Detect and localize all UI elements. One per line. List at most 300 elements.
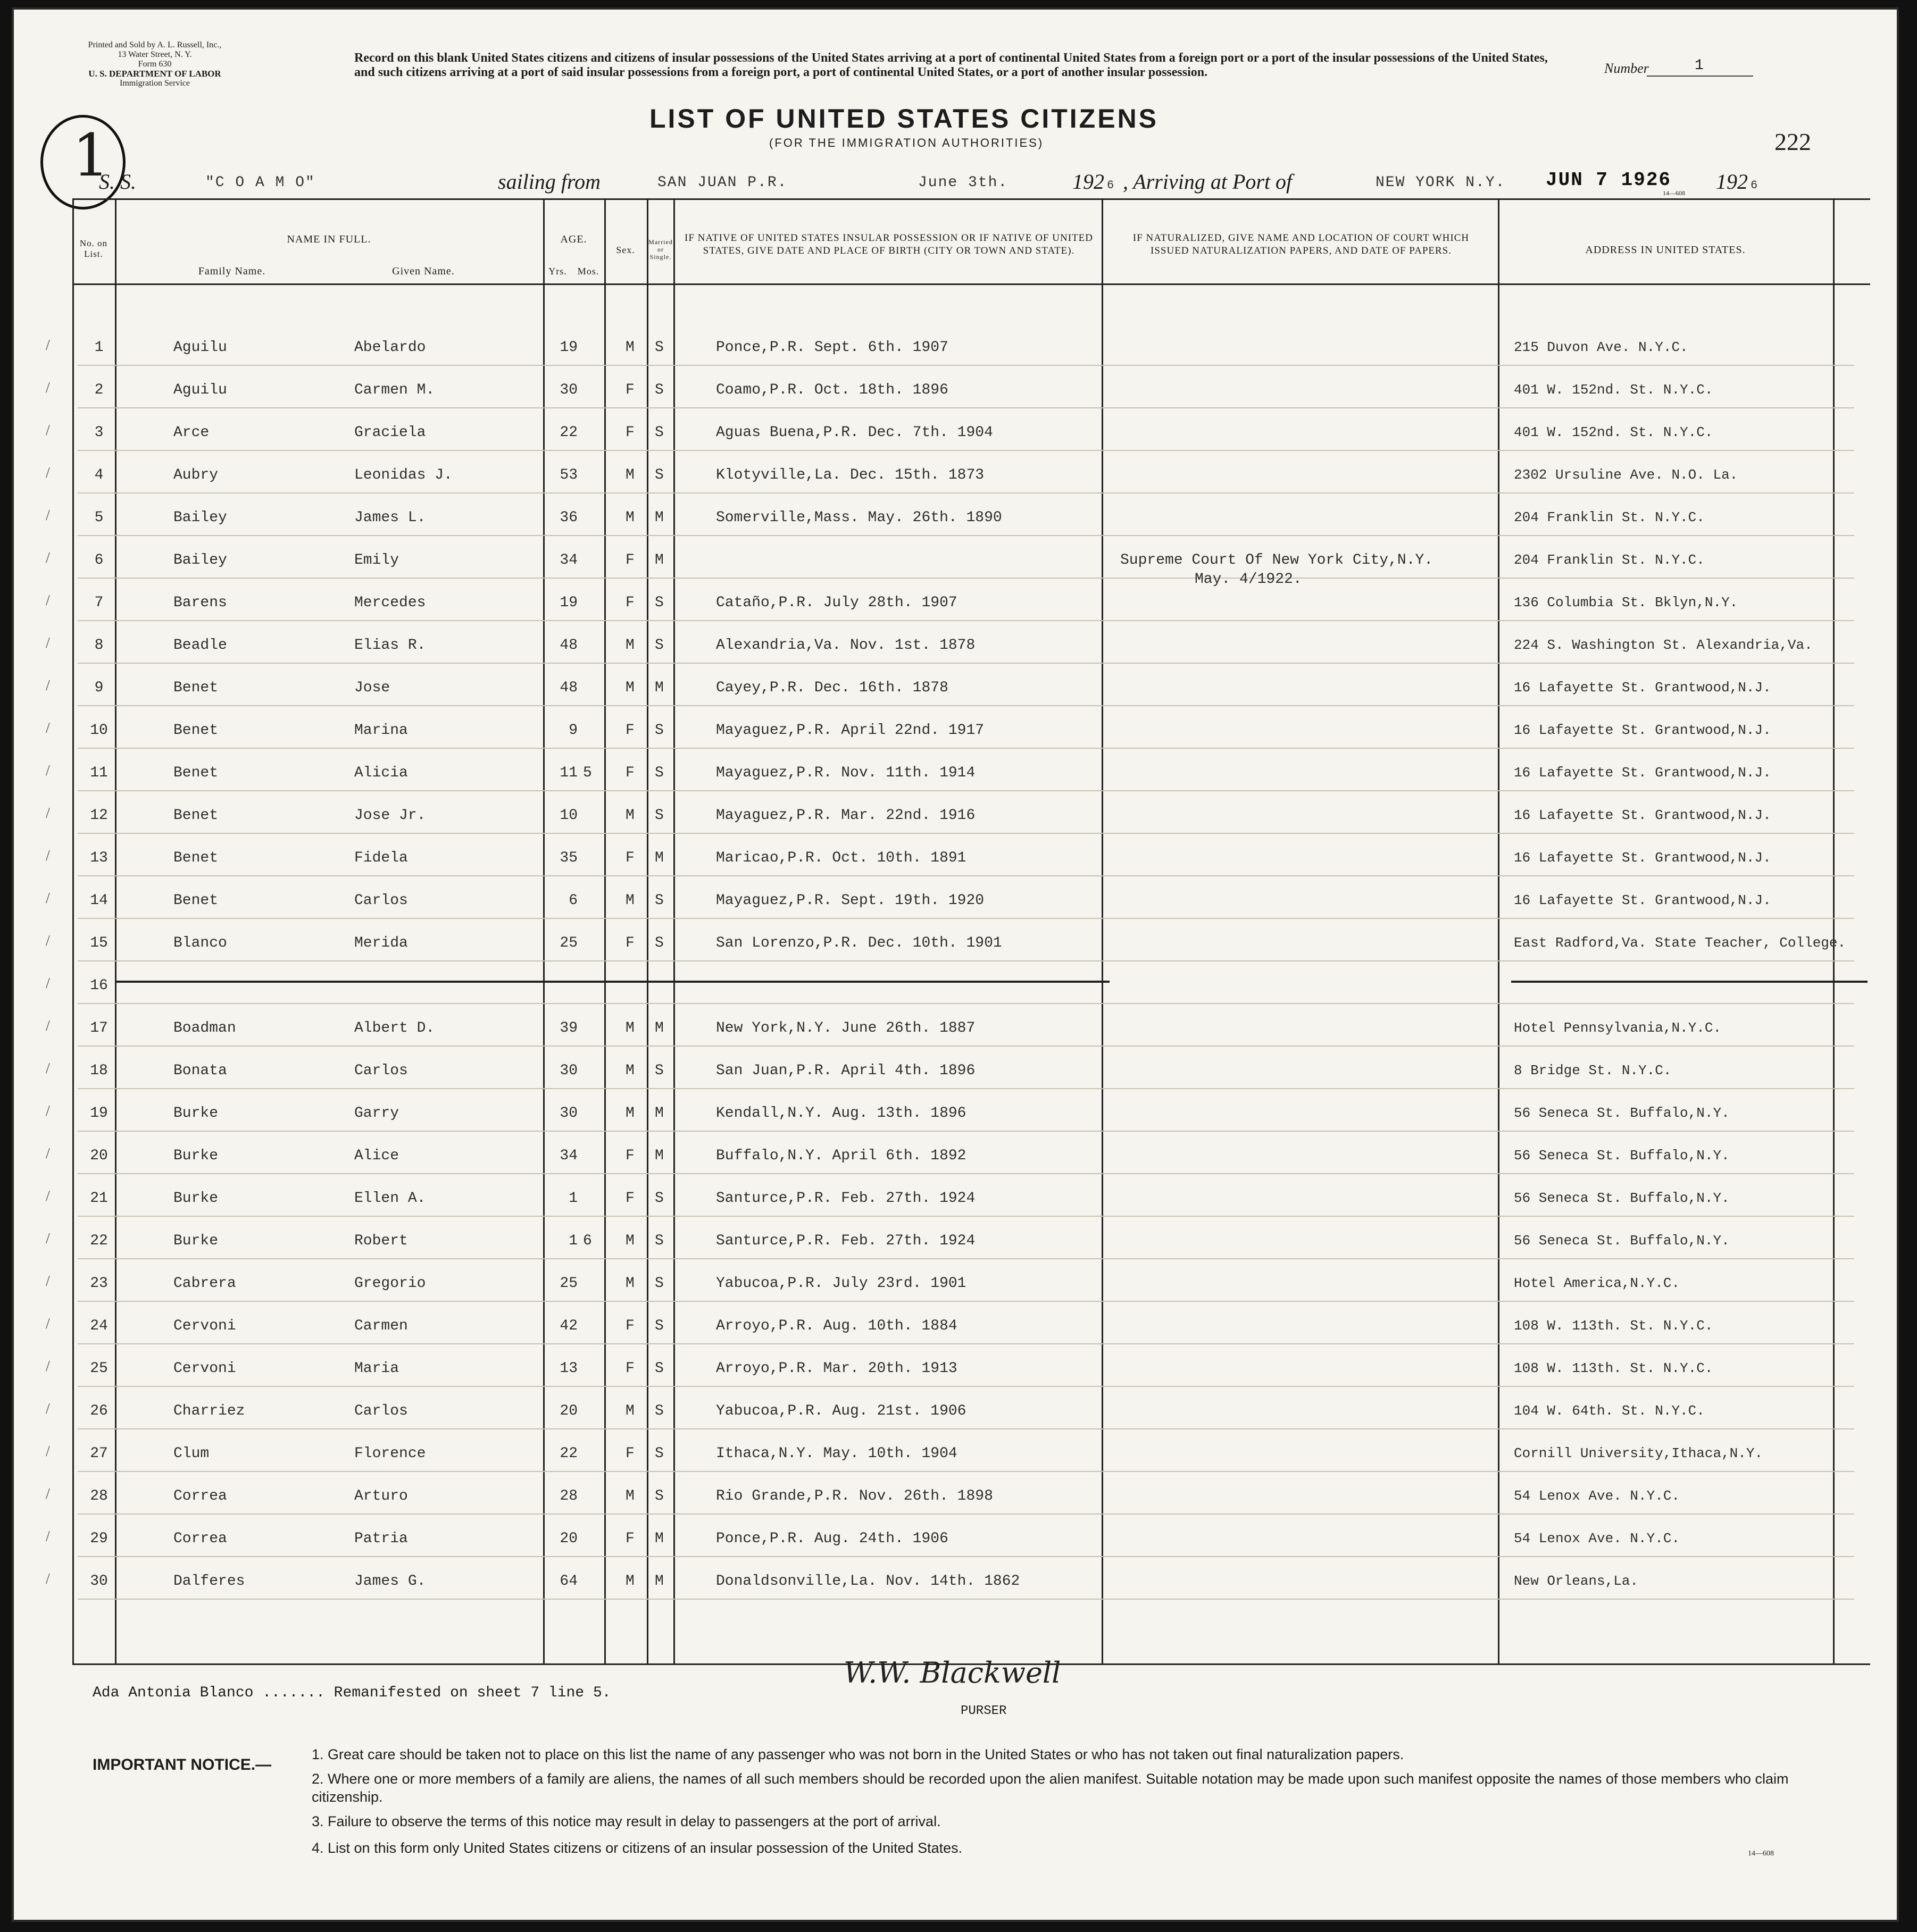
cell-family: Benet (173, 680, 219, 696)
cell-family: Aguilu (173, 382, 227, 398)
cell-given: Elias R. (354, 637, 426, 654)
cell-ms: S (655, 1233, 664, 1249)
cell-no: 20 (90, 1148, 108, 1164)
cell-yrs: 35 (560, 850, 578, 866)
col-border-left (72, 198, 74, 1665)
cell-yrs: 20 (560, 1403, 578, 1419)
cell-given: Carmen M. (354, 382, 435, 398)
manifest-sheet (12, 7, 1899, 1922)
cell-birth: Somerville,Mass. May. 26th. 1890 (716, 509, 1002, 526)
notice-item-2: 2. Where one or more members of a family are aliens, the names of all such members should be recorded upon the alien manifest. Suitable notation may be made upon such manifest opposite the names of those members who claim citizenship. (312, 1771, 1789, 1805)
row-rule (78, 1513, 1854, 1515)
cell-no: 10 (90, 722, 108, 739)
cell-sex: F (626, 850, 635, 866)
cell-addr: 401 W. 152nd. St. N.Y.C. (1514, 424, 1713, 440)
cell-yrs: 19 (560, 339, 578, 356)
notice-item-1: 1. Great care should be taken not to place on this list the name of any passenger who was not born in the United States or who has not taken out final naturalization papers. (312, 1746, 1404, 1762)
row-rule (78, 1131, 1854, 1132)
cell-birth: Rio Grande,P.R. Nov. 26th. 1898 (716, 1488, 993, 1504)
cell-addr: 108 W. 113th. St. N.Y.C. (1514, 1360, 1713, 1376)
cell-nat-date: May. 4/1922. (1195, 571, 1302, 588)
header-mos: Mos. (577, 266, 599, 277)
cell-given: Alice (354, 1148, 399, 1164)
cell-ms: S (655, 637, 664, 654)
row-rule (78, 620, 1854, 621)
cell-given: Mercedes (354, 595, 426, 611)
col-border-age (604, 198, 606, 1665)
cell-addr: 16 Lafayette St. Grantwood,N.J. (1514, 892, 1771, 908)
cell-no: 13 (90, 850, 108, 866)
cell-no: 9 (94, 680, 104, 696)
header-age: AGE. (560, 233, 587, 245)
row-check-mark: / (46, 635, 50, 651)
row-rule (78, 663, 1854, 664)
cell-family: Barens (173, 595, 227, 611)
row-check-mark: / (46, 1273, 50, 1290)
row-rule (78, 705, 1854, 706)
cell-ms: M (655, 1148, 664, 1164)
cell-no: 7 (94, 595, 104, 611)
row-rule (78, 1599, 1854, 1600)
cell-given: Patria (354, 1530, 408, 1547)
cell-yrs: 1 (569, 1233, 578, 1249)
row-check-mark: / (46, 1358, 50, 1375)
header-name-full: NAME IN FULL. (287, 233, 371, 245)
cell-sex: M (626, 509, 635, 526)
cell-given: Carlos (354, 1403, 408, 1419)
cell-addr: 2302 Ursuline Ave. N.O. La. (1514, 467, 1738, 483)
cell-family: Bailey (173, 509, 227, 526)
row-rule (78, 1046, 1854, 1047)
cell-family: Burke (173, 1190, 219, 1207)
cell-given: James L. (354, 509, 426, 526)
cell-addr: 401 W. 152nd. St. N.Y.C. (1514, 382, 1713, 398)
header-given: Given Name. (392, 265, 455, 277)
col-border-sex (647, 198, 648, 1665)
row-check-mark: / (46, 1571, 50, 1587)
row-check-mark: / (46, 592, 50, 609)
cell-given: Abelardo (354, 339, 426, 356)
row-check-mark: / (46, 1231, 50, 1247)
row-rule (78, 492, 1854, 494)
cell-no: 27 (90, 1445, 108, 1462)
cell-addr: 104 W. 64th. St. N.Y.C. (1514, 1403, 1705, 1419)
cell-sex: F (626, 424, 635, 441)
cell-family: Blanco (173, 935, 227, 951)
cell-yrs: 36 (560, 509, 578, 526)
cell-birth: New York,N.Y. June 26th. 1887 (716, 1020, 976, 1036)
cell-addr: 16 Lafayette St. Grantwood,N.J. (1514, 722, 1771, 738)
cell-given: Marina (354, 722, 408, 739)
purser-signature: W.W. Blackwell (844, 1656, 1061, 1690)
cell-given: Leonidas J. (354, 467, 453, 483)
cell-addr: 56 Seneca St. Buffalo,N.Y. (1514, 1148, 1730, 1164)
cell-no: 28 (90, 1488, 108, 1504)
cell-ms: M (655, 680, 664, 696)
page-title: LIST OF UNITED STATES CITIZENS (649, 104, 1159, 133)
cell-birth: Yabucoa,P.R. Aug. 21st. 1906 (716, 1403, 966, 1419)
cell-family: Charriez (173, 1403, 245, 1419)
departure-date: June 3th. (918, 174, 1008, 191)
cell-birth: Ponce,P.R. Aug. 24th. 1906 (716, 1530, 948, 1547)
row-check-mark: / (46, 720, 50, 737)
cell-no: 3 (94, 424, 104, 441)
cell-sex: M (626, 1275, 635, 1292)
notice-item-4: 4. List on this form only United States citizens or citizens of an insular possession of the United States. (312, 1840, 963, 1856)
instructions-text: Record on this blank United States citizens and citizens of insular possessions of the United States arriving at a port of continental United States from a foreign port or a port of the insular possessions of the United States, and such citizens arriving at a port of said insular possessions from a foreign port, a port of continental United States, or a port of another insular possession. (354, 51, 1548, 79)
cell-birth: Yabucoa,P.R. July 23rd. 1901 (716, 1275, 966, 1292)
header-no: No. on List. (79, 238, 108, 259)
cell-birth: Mayaguez,P.R. Nov. 11th. 1914 (716, 765, 976, 781)
cell-addr: 215 Duvon Ave. N.Y.C. (1514, 339, 1688, 355)
cell-addr: 54 Lenox Ave. N.Y.C. (1514, 1530, 1680, 1546)
row-rule (78, 748, 1854, 749)
sailing-label: sailing from (498, 170, 601, 194)
cell-addr: 56 Seneca St. Buffalo,N.Y. (1514, 1233, 1730, 1249)
row-check-mark: / (46, 848, 50, 864)
notice-item-3: 3. Failure to observe the terms of this notice may result in delay to passengers at the port of arrival. (312, 1813, 941, 1829)
cell-given: Jose Jr. (354, 807, 426, 824)
row-rule (78, 1386, 1854, 1387)
cell-ms: S (655, 765, 664, 781)
cell-ms: S (655, 424, 664, 441)
cell-sex: F (626, 722, 635, 739)
row-check-mark: / (46, 678, 50, 694)
cell-addr: 224 S. Washington St. Alexandria,Va. (1514, 637, 1813, 653)
printer-line2: 13 Water Street, N. Y. (118, 50, 192, 59)
cell-yrs: 42 (560, 1318, 578, 1334)
arrival-stamp: JUN 7 1926 (1546, 169, 1672, 191)
cell-family: Cervoni (173, 1318, 236, 1334)
row-rule (78, 1301, 1854, 1302)
cell-ms: S (655, 1275, 664, 1292)
cell-family: Arce (173, 424, 210, 441)
row-check-mark: / (46, 1145, 50, 1162)
cell-birth: Cayey,P.R. Dec. 16th. 1878 (716, 680, 948, 696)
cell-birth: Mayaguez,P.R. April 22nd. 1917 (716, 722, 985, 739)
cell-addr: 136 Columbia St. Bklyn,N.Y. (1514, 595, 1738, 610)
cell-yrs: 10 (560, 807, 578, 824)
cell-no: 25 (90, 1360, 108, 1377)
cell-no: 4 (94, 467, 104, 483)
cell-addr: 16 Lafayette St. Grantwood,N.J. (1514, 807, 1771, 823)
cell-given: Ellen A. (354, 1190, 426, 1207)
department-name: U. S. DEPARTMENT OF LABOR (88, 69, 221, 79)
cell-addr: Hotel America,N.Y.C. (1514, 1275, 1680, 1291)
cell-no: 5 (94, 509, 104, 526)
arriving-label: , Arriving at Port of (1123, 170, 1293, 194)
cell-family: Aubry (173, 467, 219, 483)
cell-family: Boadman (173, 1020, 236, 1036)
cell-no: 14 (90, 892, 108, 909)
row-check-mark: / (46, 805, 50, 822)
cell-ms: S (655, 382, 664, 398)
service-name: Immigration Service (120, 79, 190, 88)
row-check-mark: / (46, 890, 50, 907)
cell-birth: Ithaca,N.Y. May. 10th. 1904 (716, 1445, 957, 1462)
cell-yrs: 13 (560, 1360, 578, 1377)
cell-birth: Arroyo,P.R. Mar. 20th. 1913 (716, 1360, 957, 1377)
cell-sex: F (626, 935, 635, 951)
cell-no: 18 (90, 1063, 108, 1079)
row-rule (78, 1258, 1854, 1259)
cell-yrs: 25 (560, 1275, 578, 1292)
row-rule (78, 875, 1854, 876)
header-bottom-border (72, 283, 1870, 285)
cell-sex: F (626, 1190, 635, 1207)
cell-ms: S (655, 892, 664, 909)
cell-yrs: 9 (569, 722, 578, 739)
cell-birth: Mayaguez,P.R. Sept. 19th. 1920 (716, 892, 985, 909)
cell-ms: S (655, 595, 664, 611)
row-rule (78, 790, 1854, 791)
row-check-mark: / (46, 1443, 50, 1460)
cell-ms: M (655, 1020, 664, 1036)
notice-title: IMPORTANT NOTICE.— (93, 1756, 272, 1774)
cell-ms: S (655, 1190, 664, 1207)
cell-family: Correa (173, 1530, 227, 1547)
cell-ms: S (655, 1488, 664, 1504)
cell-sex: F (626, 1360, 635, 1377)
cell-sex: F (626, 552, 635, 568)
cell-family: Benet (173, 850, 219, 866)
cell-addr: 56 Seneca St. Buffalo,N.Y. (1514, 1105, 1730, 1121)
cell-given: Carmen (354, 1318, 408, 1334)
header-sex: Sex. (616, 245, 635, 255)
form-code-bottom: 14—608 (1748, 1850, 1774, 1858)
cell-birth: Cataño,P.R. July 28th. 1907 (716, 595, 957, 611)
col-border-name (543, 198, 545, 1665)
col-border-right (1833, 198, 1835, 1665)
printer-info (75, 40, 235, 88)
header-yrs: Yrs. (548, 266, 567, 277)
cell-no: 15 (90, 935, 108, 951)
cell-no: 2 (94, 382, 104, 398)
cell-ms: S (655, 807, 664, 824)
cell-birth: San Lorenzo,P.R. Dec. 10th. 1901 (716, 935, 1002, 951)
row-rule (78, 1471, 1854, 1472)
cell-given: Fidela (354, 850, 408, 866)
cell-birth: Donaldsonville,La. Nov. 14th. 1862 (716, 1573, 1020, 1590)
cell-birth: Santurce,P.R. Feb. 27th. 1924 (716, 1190, 976, 1207)
year-prefix: 192 (1072, 170, 1104, 194)
row-rule (78, 833, 1854, 834)
cell-family: Cabrera (173, 1275, 236, 1292)
cell-yrs: 53 (560, 467, 578, 483)
cell-sex: F (626, 595, 635, 611)
row-check-mark: / (46, 975, 50, 992)
cell-sex: M (626, 1020, 635, 1036)
cell-family: Burke (173, 1233, 219, 1249)
cell-yrs: 30 (560, 382, 578, 398)
cell-yrs: 64 (560, 1573, 578, 1590)
cell-family: Aguilu (173, 339, 227, 356)
cell-given: Maria (354, 1360, 399, 1377)
cell-birth: Mayaguez,P.R. Mar. 22nd. 1916 (716, 807, 976, 824)
row-rule (78, 365, 1854, 366)
cell-ms: S (655, 1403, 664, 1419)
row-check-mark: / (46, 1528, 50, 1545)
cell-sex: M (626, 1573, 635, 1590)
header-naturalized: IF NATURALIZED, GIVE NAME AND LOCATION OF COURT WHICH ISSUED NATURALIZATION PAPERS, AND DATE OF PAPERS. (1132, 232, 1470, 256)
row-check-mark: / (46, 933, 50, 949)
cell-sex: M (626, 637, 635, 654)
cell-given: Carlos (354, 892, 408, 909)
cell-no: 22 (90, 1233, 108, 1249)
page-subtitle: (FOR THE IMMIGRATION AUTHORITIES) (769, 136, 1044, 149)
cell-no: 11 (90, 765, 108, 781)
cell-addr: 204 Franklin St. N.Y.C. (1514, 509, 1705, 525)
row-check-mark: / (46, 465, 50, 481)
cell-mos: 6 (583, 1233, 592, 1249)
cell-birth: San Juan,P.R. April 4th. 1896 (716, 1063, 976, 1079)
row-rule (78, 918, 1854, 919)
cell-addr: 8 Bridge St. N.Y.C. (1514, 1063, 1672, 1078)
cell-sex: M (626, 467, 635, 483)
cell-sex: F (626, 382, 635, 398)
cell-yrs: 48 (560, 637, 578, 654)
cell-yrs: 30 (560, 1105, 578, 1122)
cell-no: 24 (90, 1318, 108, 1334)
row-rule (78, 535, 1854, 536)
cell-addr: East Radford,Va. State Teacher, College. (1514, 935, 1846, 951)
cell-yrs: 48 (560, 680, 578, 696)
cell-ms: M (655, 509, 664, 526)
cell-given: Graciela (354, 424, 426, 441)
row-check-mark: / (46, 1060, 50, 1077)
cell-no: 6 (94, 552, 104, 568)
cell-no: 30 (90, 1573, 108, 1590)
row-check-mark: / (46, 1188, 50, 1205)
cell-sex: F (626, 1530, 635, 1547)
cell-addr: Hotel Pennsylvania,N.Y.C. (1514, 1020, 1722, 1036)
cell-given: Garry (354, 1105, 399, 1122)
row-rule (78, 450, 1854, 451)
printer-line1: Printed and Sold by A. L. Russell, Inc., (88, 40, 222, 49)
cell-birth: Klotyville,La. Dec. 15th. 1873 (716, 467, 985, 483)
row-rule (78, 1173, 1854, 1174)
header-married: Married or Single. (648, 238, 673, 261)
cell-no: 17 (90, 1020, 108, 1036)
cell-family: Dalferes (173, 1573, 245, 1590)
cell-family: Bailey (173, 552, 227, 568)
ship-name: "C O A M O" (205, 174, 315, 191)
cell-ms: S (655, 339, 664, 356)
cell-no: 26 (90, 1403, 108, 1419)
cell-yrs: 34 (560, 1148, 578, 1164)
row-rule (78, 1003, 1854, 1004)
row-16-strikethrough (115, 981, 1110, 983)
cell-given: Gregorio (354, 1275, 426, 1292)
departure-port: SAN JUAN P.R. (657, 174, 788, 191)
cell-sex: M (626, 1063, 635, 1079)
form-code-top: 14—608 (1663, 189, 1685, 197)
row-rule (78, 1556, 1854, 1557)
col-border-birth (1102, 198, 1103, 1665)
cell-no: 19 (90, 1105, 108, 1122)
cell-ms: M (655, 850, 664, 866)
cell-family: Correa (173, 1488, 227, 1504)
row-rule (78, 407, 1854, 408)
cell-ms: M (655, 1573, 664, 1590)
cell-ms: S (655, 467, 664, 483)
purser-label: PURSER (961, 1704, 1007, 1718)
cell-yrs: 39 (560, 1020, 578, 1036)
cell-yrs: 30 (560, 1063, 578, 1079)
cell-given: Jose (354, 680, 390, 696)
cell-addr: 204 Franklin St. N.Y.C. (1514, 552, 1705, 568)
cell-yrs: 1 (569, 1190, 578, 1207)
cell-addr: Cornill University,Ithaca,N.Y. (1514, 1445, 1763, 1461)
cell-sex: M (626, 680, 635, 696)
cell-ms: M (655, 552, 664, 568)
cell-sex: M (626, 1488, 635, 1504)
col-border-nat (1498, 198, 1499, 1665)
cell-family: Clum (173, 1445, 210, 1462)
row-rule (78, 1088, 1854, 1089)
sheet-number: 222 (1774, 128, 1811, 155)
cell-family: Benet (173, 807, 219, 824)
cell-yrs: 11 (560, 765, 578, 781)
cell-given: Florence (354, 1445, 426, 1462)
cell-birth: Kendall,N.Y. Aug. 13th. 1896 (716, 1105, 966, 1122)
cell-ms: S (655, 722, 664, 739)
arrival-year-prefix: 192 (1716, 170, 1748, 194)
cell-birth: Arroyo,P.R. Aug. 10th. 1884 (716, 1318, 957, 1334)
form-number: Form 630 (138, 60, 172, 69)
cell-yrs: 34 (560, 552, 578, 568)
row-check-mark: / (46, 1401, 50, 1417)
cell-yrs: 19 (560, 595, 578, 611)
cell-ms: S (655, 935, 664, 951)
remanifest-note: Ada Antonia Blanco ....... Remanifested on sheet 7 line 5. (93, 1685, 611, 1701)
cell-no: 21 (90, 1190, 108, 1207)
cell-family: Beadle (173, 637, 227, 654)
row-check-mark: / (46, 1316, 50, 1332)
arrival-year-suffix: 6 (1751, 179, 1759, 192)
cell-birth: Aguas Buena,P.R. Dec. 7th. 1904 (716, 424, 993, 441)
col-border-married (673, 198, 675, 1665)
cell-sex: M (626, 1105, 635, 1122)
cell-yrs: 28 (560, 1488, 578, 1504)
cell-sex: M (626, 1403, 635, 1419)
cell-given: Albert D. (354, 1020, 435, 1036)
row-16-address-strikethrough (1511, 981, 1868, 983)
cell-nat: Supreme Court Of New York City,N.Y. (1120, 552, 1433, 568)
cell-given: Merida (354, 935, 408, 951)
cell-addr: 16 Lafayette St. Grantwood,N.J. (1514, 680, 1771, 696)
row-rule (78, 1343, 1854, 1344)
number-label: Number (1604, 61, 1649, 76)
cell-ms: M (655, 1105, 664, 1122)
cell-given: Robert (354, 1233, 408, 1249)
row-check-mark: / (46, 763, 50, 779)
row-rule (78, 578, 1854, 579)
cell-addr: 54 Lenox Ave. N.Y.C. (1514, 1488, 1680, 1504)
cell-addr: New Orleans,La. (1514, 1573, 1639, 1589)
row-check-mark: / (46, 550, 50, 566)
cell-sex: M (626, 892, 635, 909)
row-rule (78, 960, 1854, 961)
cell-no: 12 (90, 807, 108, 824)
cell-no: 23 (90, 1275, 108, 1292)
cell-addr: 108 W. 113th. St. N.Y.C. (1514, 1318, 1713, 1334)
row-check-mark: / (46, 507, 50, 524)
circled-number: 1 (72, 121, 110, 189)
cell-no: 16 (90, 977, 108, 994)
cell-family: Benet (173, 722, 219, 739)
cell-sex: F (626, 765, 635, 781)
